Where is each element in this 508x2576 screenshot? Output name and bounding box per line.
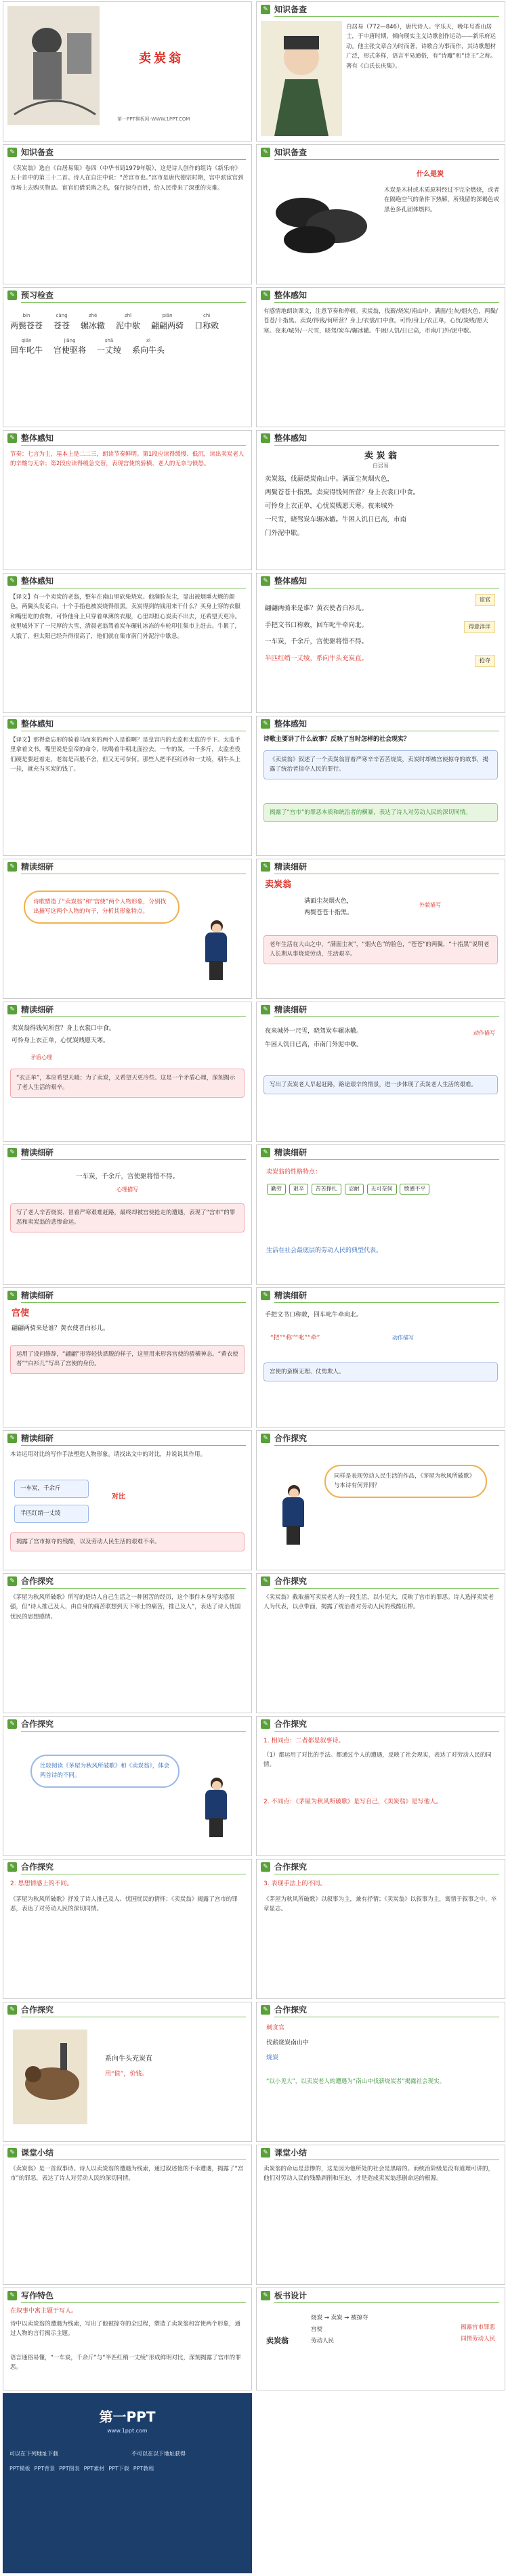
word-item: qiān 回车叱牛 xyxy=(10,337,43,355)
portrait xyxy=(261,21,342,136)
slide-reading xyxy=(256,287,505,427)
section-title: 合作探究 xyxy=(274,1576,308,1586)
char-title: 卖炭翁 xyxy=(265,880,292,890)
analysis: 运用了设问修辞，“翩翩”形容轻快洒脱的样子，这里用来形容宫使的骄横神态。“黄衣使者”“白衫儿”写出了宫使的身份。 xyxy=(10,1345,245,1374)
section-title: 整体感知 xyxy=(21,719,54,729)
section-title: 整体感知 xyxy=(21,576,54,586)
banner-label-2: 不可以在以下地址获得 xyxy=(131,2451,186,2457)
slide-charcoal-man xyxy=(256,859,505,999)
banner-link[interactable]: PPT背景 xyxy=(34,2466,56,2472)
board-theme: 揭露宫市罪恶 同情劳动人民 xyxy=(460,2324,495,2342)
slide-title xyxy=(3,1,252,142)
banner-logo: 第一PPT xyxy=(99,2409,156,2425)
rhythm-text: 节奏：七言为主，基本上是二二三，朗读节奏鲜明。第1段应读得缓慢、低沉，读出卖炭老人的辛酸与无奈；第2段应读得缓急交替，表现宫使的骄横、老人的无奈与愤怒。 xyxy=(10,451,245,468)
word-item: shā 一丈绫 xyxy=(97,337,122,355)
slide-technique xyxy=(256,1859,505,1999)
section-title: 合作探究 xyxy=(274,1862,308,1872)
banner-link[interactable]: PPT模板 xyxy=(9,2466,30,2472)
slide-theme xyxy=(256,716,505,856)
trait-tag: 艰辛 xyxy=(289,1184,308,1195)
section-icon: ✎ xyxy=(7,1719,17,1729)
conclusion: 生活在社会最底层的劳动人民的典型代表。 xyxy=(266,1247,383,1254)
section-title: 整体感知 xyxy=(274,433,308,443)
point-2: 2. 不同点：《茅屋为秋风所破歌》是写自己，《卖炭翁》是写他人。 xyxy=(263,1799,442,1805)
char-title: 宫使 xyxy=(12,1308,30,1318)
trait-tag: 无可奈何 xyxy=(367,1184,397,1195)
section-icon: ✎ xyxy=(7,1576,17,1586)
section-icon: ✎ xyxy=(7,719,17,729)
slide-preview xyxy=(3,287,252,427)
section-icon: ✎ xyxy=(261,2148,270,2158)
contrast-left: 一车炭，千余斤 半匹红绡一丈绫 xyxy=(14,1480,89,1523)
slide-mind xyxy=(3,1144,252,1285)
slide-action xyxy=(256,1002,505,1142)
tag: 矛盾心理 xyxy=(30,1054,52,1060)
subtitle: 第一PPT模板网-WWW.1PPT.COM xyxy=(117,116,190,122)
banner-link[interactable]: PPT图表 xyxy=(59,2466,80,2472)
section-title: 知识备查 xyxy=(274,148,308,157)
note-2: 得意洋洋 xyxy=(464,621,495,633)
tag: 心理描写 xyxy=(117,1186,138,1193)
banner-link[interactable]: PPT素材 xyxy=(83,2466,105,2472)
section-title: 知识备查 xyxy=(274,5,308,14)
section-title: 整体感知 xyxy=(21,433,54,443)
slide-poem xyxy=(256,430,505,570)
slide-board xyxy=(256,2288,505,2390)
charcoal-image xyxy=(262,172,377,267)
quote: 系向牛头充炭直 xyxy=(105,2055,152,2063)
label: 刺贪官 xyxy=(266,2025,285,2032)
slide-charcoal xyxy=(256,144,505,284)
section-icon: ✎ xyxy=(7,1434,17,1443)
question-cloud: 比较阅读《茅屋为秋风所破歌》和《卖炭翁》，体会两首诗的不同。 xyxy=(30,1755,179,1788)
section-icon: ✎ xyxy=(7,2005,17,2015)
section-title: 合作探究 xyxy=(274,1719,308,1729)
section-icon: ✎ xyxy=(7,433,17,443)
section-icon: ✎ xyxy=(7,2291,17,2300)
detail: 《茅屋为秋风所破歌》抒发了诗人推己及人、忧国忧民的情怀；《卖炭翁》揭露了宫市的罪恶，表达了对劳动人民的深切同情。 xyxy=(10,1896,238,1913)
section-icon: ✎ xyxy=(261,576,270,586)
section-icon: ✎ xyxy=(261,2005,270,2015)
word-item: zhǐ 泥中歇 xyxy=(116,313,141,330)
detail-1: 诗中以卖炭翁的遭遇为线索，写出了他被掠夺的全过程，塑造了卖炭翁和宫使两个形象，通过人物的言行揭示主题。 xyxy=(10,2321,241,2338)
section-icon: ✎ xyxy=(261,719,270,729)
banner-link[interactable]: PPT教程 xyxy=(133,2466,154,2472)
quote: 翩翩两骑来是谁？黄衣使者白衫儿。 xyxy=(12,1325,110,1332)
poem-body: 卖炭翁，伐薪烧炭南山中。满面尘灰烟火色， 两鬓苍苍十指黑。卖炭得钱何所营？身上衣裳口中食。 可怜身上衣正单，心忧炭贱愿天寒。夜来城外 一尺雪，晓驾炭车辗冰辙。牛困人饥日已高，市南 门外泥中歇。 xyxy=(265,475,420,537)
section-title: 写作特色 xyxy=(21,2291,54,2300)
text: 《卖炭翁》截取描写卖炭老人的一段生活，以小见大，反映了宫市的罪恶。诗人选择卖炭老人为代表，以点带面，揭露了统治者对劳动人民的残酷压榨。 xyxy=(263,1594,494,1611)
point-1: 1. 相同点：二者都是叙事诗。 xyxy=(263,1738,345,1744)
slide-summary-a xyxy=(256,2002,505,2142)
slide-similar xyxy=(256,1716,505,1856)
analysis: “衣正单”，本应希望天暖；为了卖炭，又希望天更冷些。这是一个矛盾心理，深刻揭示了老人生活的艰辛。 xyxy=(10,1069,245,1098)
question-cloud: 诗歌塑造了“卖炭翁”和“宫使”两个人物形象，分别找出描写这两个人物的句子，分析其形象特点。 xyxy=(24,890,179,924)
slide-envoy-action xyxy=(256,1287,505,1427)
section-icon: ✎ xyxy=(7,2148,17,2158)
slide-rhythm xyxy=(3,430,252,570)
slide-translation-2 xyxy=(3,716,252,856)
section-title: 精读细研 xyxy=(274,1005,308,1014)
note-3: 抢夺 xyxy=(475,655,495,667)
slide-traits xyxy=(256,1144,505,1285)
point: 2. 思想情感上的不同。 xyxy=(10,1881,73,1887)
question: 诗歌主要讲了什么故事？反映了当时怎样的社会现实？ xyxy=(263,736,410,743)
section-icon: ✎ xyxy=(7,1148,17,1157)
section-title: 合作探究 xyxy=(274,2005,308,2015)
section-title: 合作探究 xyxy=(274,1434,308,1443)
quote-lines: 满面尘灰烟火色， 两鬓苍苍十指黑。 xyxy=(304,898,354,917)
task: 本诗运用对比的写作手法塑造人物形象。请找出文中的对比，并说说其作用。 xyxy=(10,1451,207,1458)
quote: 伐薪烧炭南山中 xyxy=(266,2040,310,2046)
section-title: 预习检查 xyxy=(21,291,54,300)
slide-background xyxy=(3,144,252,284)
slide-summary-1 xyxy=(3,2145,252,2285)
section-title: 精读细研 xyxy=(21,1291,54,1300)
section-icon: ✎ xyxy=(261,5,270,14)
background-text: 《卖炭翁》选自《白居易集》卷四（中华书局1979年版），这是诗人创作的组诗《新乐府》五十首中的第三十二首。诗人在自注中说：“苦宫市也。”宫市是唐代德宗时期，宫中派宦官到市场上去购买物品。宦官们借采购之名，强行掠夺百姓，给人民带来了深重的灾难。 xyxy=(10,165,244,192)
ink-painting xyxy=(7,6,100,125)
section-icon: ✎ xyxy=(261,1291,270,1300)
section-icon: ✎ xyxy=(7,576,17,586)
section-title: 精读细研 xyxy=(274,862,308,872)
slide-emotion xyxy=(3,1859,252,1999)
author-intro: 白居易（772—846），唐代诗人。字乐天，晚年号香山居士，于中唐时期，倾向现实主义诗歌创作运动——新乐府运动。他主张文章合为时而著，诗歌合为事而作，其诗歌题材广泛，形式多样，语言平易通俗，有“诗魔”和“诗王”之称。著有《白氏长庆集》。 xyxy=(346,24,496,70)
banner-label-1: 可以在下列地址下载 xyxy=(9,2451,58,2457)
charcoal-text: 木炭是木材或木质原料经过不完全燃烧，或者在隔绝空气的条件下热解，所残留的深褐色或黑色多孔固体燃料。 xyxy=(384,187,500,213)
banner-site[interactable]: www.1ppt.com xyxy=(107,2428,148,2434)
section-title: 精读细研 xyxy=(21,1148,54,1157)
section-icon: ✎ xyxy=(261,1862,270,1872)
note-1: 宦官 xyxy=(475,594,495,606)
section-title: 课堂小结 xyxy=(274,2148,308,2158)
section-title: 整体感知 xyxy=(274,719,308,729)
ox-image xyxy=(13,2030,87,2124)
slide-ox xyxy=(3,2002,252,2142)
explanation: 用“值”，价钱。 xyxy=(105,2071,148,2078)
annotated-lines: 翩翩两骑来是谁？黄衣使者白衫儿。 手把文书口称敕，回车叱牛牵向北。 一车炭，千余斤，宫使驱将惜不得。 半匹红绡一丈绫，系向牛头充炭直。 xyxy=(265,605,368,663)
section-icon: ✎ xyxy=(261,1148,270,1157)
section-icon: ✎ xyxy=(7,1862,17,1872)
section-title: 精读细研 xyxy=(21,862,54,872)
reading-text: 有感情地朗读课文，注意节奏和停顿。卖炭翁，伐薪/烧炭/南山中。满面/尘灰/烟火色，两鬓/苍苍/十指黑。卖炭/得钱/何所营？身上/衣裳/口中食。可怜/身上/衣正单，心忧/炭贱/愿天寒。夜来/城外/一尺雪，晓驾/炭车/辗冰辙。牛困/人饥/日已高，市南/门外/泥中歇。 xyxy=(263,308,498,335)
answer-1: 《卖炭翁》叙述了一个卖炭翁冒着严寒辛辛苦苦烧炭，卖炭时却被宫使掠夺的故事，揭露了统治者掠夺人民的罪行。 xyxy=(263,750,498,779)
quote: 一车炭，千余斤，宫使驱将惜不得。 xyxy=(75,1173,179,1180)
title: 卖炭翁 xyxy=(139,51,184,66)
poem-author: 白居易 xyxy=(373,463,389,469)
quote: 手把文书口称敕，回车叱牛牵向北。 xyxy=(265,1312,363,1318)
section-icon: ✎ xyxy=(261,148,270,157)
section-title: 合作探究 xyxy=(21,1576,54,1586)
section-icon: ✎ xyxy=(261,862,270,872)
section-title: 整体感知 xyxy=(274,576,308,586)
board-title: 卖炭翁 xyxy=(266,2336,289,2345)
translation-text: 【译文】有一个卖炭的老翁，整年在南山里砍柴烧炭。他满脸灰尘，显出被烟熏火燎的颜色，两鬓头发花白，十个手指也被炭烧得很黑。卖炭得到的钱用来干什么？买身上穿的衣服和嘴里吃的食物。可怜他身上只穿着单薄的衣服，心里却担心炭卖不出去，还希望天更冷。夜里城外下了一尺厚的大雪，清晨老翁驾着炭车碾轧冰冻的车轮印往集市上赶去。牛累了，人饿了，但太阳已经升得很高了，他们就在集市南门外泥泞中歇息。 xyxy=(10,594,241,640)
teacher-figure xyxy=(200,1778,232,1839)
tag: 外貌描写 xyxy=(419,902,441,908)
slide-translation-1 xyxy=(3,573,252,713)
pinyin-grid xyxy=(10,307,245,423)
trait-tags xyxy=(266,1183,495,1195)
word-item: chì 口称敕 xyxy=(194,313,219,330)
word-item: zhé 辗冰辙 xyxy=(81,313,106,330)
section-title: 精读细研 xyxy=(21,1005,54,1014)
trait-tag: 愤懑不平 xyxy=(400,1184,429,1195)
slide-writing xyxy=(3,2288,252,2390)
point: 3. 表现手法上的不同。 xyxy=(263,1881,326,1887)
banner-link[interactable]: PPT下载 xyxy=(108,2466,129,2472)
slide-annotated xyxy=(256,573,505,713)
answer-2: 揭露了“宫市”的罪恶本质和统治者的横暴，表达了诗人对劳动人民的深切同情。 xyxy=(263,803,498,822)
trait-tag: 勤劳 xyxy=(267,1184,286,1195)
question-cloud: 同样是表现劳动人民生活的作品，《茅屋为秋风所破歌》与本诗有何异同？ xyxy=(324,1465,487,1498)
section-icon: ✎ xyxy=(261,1719,270,1729)
section-icon: ✎ xyxy=(7,1005,17,1014)
detail-2: 语言通俗易懂，“一车炭，千余斤”与“半匹红绡一丈绫”形成鲜明对比，深刻揭露了宫市的罪恶。 xyxy=(10,2355,241,2371)
teacher-figure xyxy=(200,920,232,981)
slide-compare-read xyxy=(3,1716,252,1856)
section-title: 整体感知 xyxy=(274,291,308,300)
quote-lines: 夜来城外一尺雪，晓驾炭车辗冰辙。 牛困人饥日已高，市南门外泥中歇。 xyxy=(265,1028,363,1048)
section-title: 精读细研 xyxy=(274,1148,308,1157)
analysis: 写出了卖炭老人早起赶路，路途艰辛的情景，进一步体现了卖炭老人生活的艰难。 xyxy=(263,1075,498,1094)
section-icon: ✎ xyxy=(261,1005,270,1014)
text: 《茅屋为秋风所破歌》所写的是诗人自己生活之一种困苦的经历，这个事件本身写实感很强，但“诗人推己及人，由自身的痛苦联想到天下寒士的痛苦，推己及人”，表达了诗人忧国忧民的思想感情。 xyxy=(10,1594,241,1620)
section-icon: ✎ xyxy=(7,291,17,300)
board-lines: 烧炭 → 卖炭 → 被掠夺 宫使 劳动人民 xyxy=(311,2315,368,2344)
point: 在叙事中寓主题于写人。 xyxy=(10,2308,78,2315)
slide-compare-q xyxy=(256,1430,505,1570)
slide-cooperate-1 xyxy=(3,1573,252,1713)
trait-tag: 苦苦挣扎 xyxy=(312,1184,341,1195)
poem-title: 卖 炭 翁 xyxy=(364,451,398,461)
slide-cooperate-2 xyxy=(256,1573,505,1713)
section-title: 课堂小结 xyxy=(21,2148,54,2158)
detail: 《茅屋为秋风所破歌》以叙事为主，兼有抒情；《卖炭翁》以叙事为主，寓情于叙事之中，卒章显志。 xyxy=(263,1896,497,1913)
contrast-label: 对比 xyxy=(112,1493,125,1501)
slide-psych xyxy=(3,1002,252,1142)
slide-characters xyxy=(3,859,252,999)
slide-author xyxy=(256,1,505,142)
section-icon: ✎ xyxy=(7,1291,17,1300)
section-icon: ✎ xyxy=(261,291,270,300)
section-icon: ✎ xyxy=(261,433,270,443)
section-title: 合作探究 xyxy=(21,1719,54,1729)
section-icon: ✎ xyxy=(261,1434,270,1443)
analysis: 揭露了宫市掠夺的残酷，以及劳动人民生活的艰难不幸。 xyxy=(10,1532,245,1551)
detail: “以小见大”，以卖炭老人的遭遇为“南山中伐薪烧炭者”揭露社会现实。 xyxy=(266,2078,446,2085)
teacher-figure xyxy=(277,1485,310,1546)
word-item: jiāng 宫使驱将 xyxy=(54,337,87,355)
word-item: xì 系向牛头 xyxy=(132,337,165,355)
section-title: 精读细研 xyxy=(21,1434,54,1443)
analysis: 写了老人辛苦烧炭、冒着严寒艰难赶路，最终却被宫使抢走的遭遇，表现了“宫市”的罪恶和卖炭翁的悲惨命运。 xyxy=(10,1203,245,1232)
tag: 动作描写 xyxy=(473,1030,495,1036)
section-title: 精读细研 xyxy=(274,1291,308,1300)
word-item: piān 翩翩两骑 xyxy=(151,313,184,330)
trait-heading: 卖炭翁的性格特点： xyxy=(266,1169,322,1176)
section-title: 合作探究 xyxy=(21,1862,54,1872)
word-item: cāng 苍苍 xyxy=(54,313,70,330)
word-item: bìn 两鬓苍苍 xyxy=(10,313,43,330)
section-icon: ✎ xyxy=(261,1576,270,1586)
analysis: 宫使的蛮横无理、仗势欺人。 xyxy=(263,1362,498,1381)
promo-banner xyxy=(3,2393,252,2573)
point-1-detail: （1）都运用了对比的手法。都通过个人的遭遇，反映了社会现实，表达了对劳动人民的同情。 xyxy=(263,1752,492,1769)
quote-lines: 卖炭翁得钱何所营？身上衣裳口中食。 可怜身上衣正单，心忧炭贱愿天寒。 xyxy=(12,1025,116,1044)
slide-summary-2 xyxy=(256,2145,505,2285)
verbs: “把”“称”“叱”“牵” xyxy=(270,1335,320,1341)
subheading: 什么是炭 xyxy=(417,171,444,178)
section-title: 板书设计 xyxy=(274,2291,308,2300)
tag: 动作描写 xyxy=(392,1335,414,1341)
label-2: 烧炭 xyxy=(266,2055,279,2061)
analysis: 老年生活在大山之中，“满面尘灰”，“烟火色”的脸色，“苍苍”的两鬓，“十指黑”说明老人长期从事烧炭劳动，生活艰辛。 xyxy=(263,935,498,964)
summary-text: 卖炭翁的命运是悲惨的，这是因为他所处的社会是黑暗的。而统治阶级是没有道理可讲的，他们对劳动人民的残酷剥削和压迫，才是造成卖炭翁悲剧命运的根源。 xyxy=(263,2166,494,2183)
section-title: 合作探究 xyxy=(21,2005,54,2015)
banner-links xyxy=(9,2465,245,2473)
slide-envoy xyxy=(3,1287,252,1427)
trait-tag: 忍耐 xyxy=(345,1184,364,1195)
section-icon: ✎ xyxy=(7,862,17,872)
translation-text: 【译文】那得意忘形的骑着马而来的两个人是谁啊？是皇宫内的太监和太监的手下。太监手里拿着文书，嘴里说是皇帝的命令，吆喝着牛朝北面拉去。一车的炭，一千多斤，太监差役们硬是要赶着走，老翁是百般不舍，但又无可奈何。那些人把半匹红纱和一丈绫，朝牛头上一挂，就充当买炭的钱了。 xyxy=(10,737,241,773)
section-title: 知识备查 xyxy=(21,148,54,157)
section-icon: ✎ xyxy=(7,148,17,157)
summary-text: 《卖炭翁》是一首叙事诗。诗人以卖炭翁的遭遇为线索，通过叙述他的不幸遭遇，揭露了“宫市”的罪恶，表达了诗人对劳动人民的深切同情。 xyxy=(10,2166,244,2183)
slide-contrast xyxy=(3,1430,252,1570)
section-icon: ✎ xyxy=(261,2291,270,2300)
